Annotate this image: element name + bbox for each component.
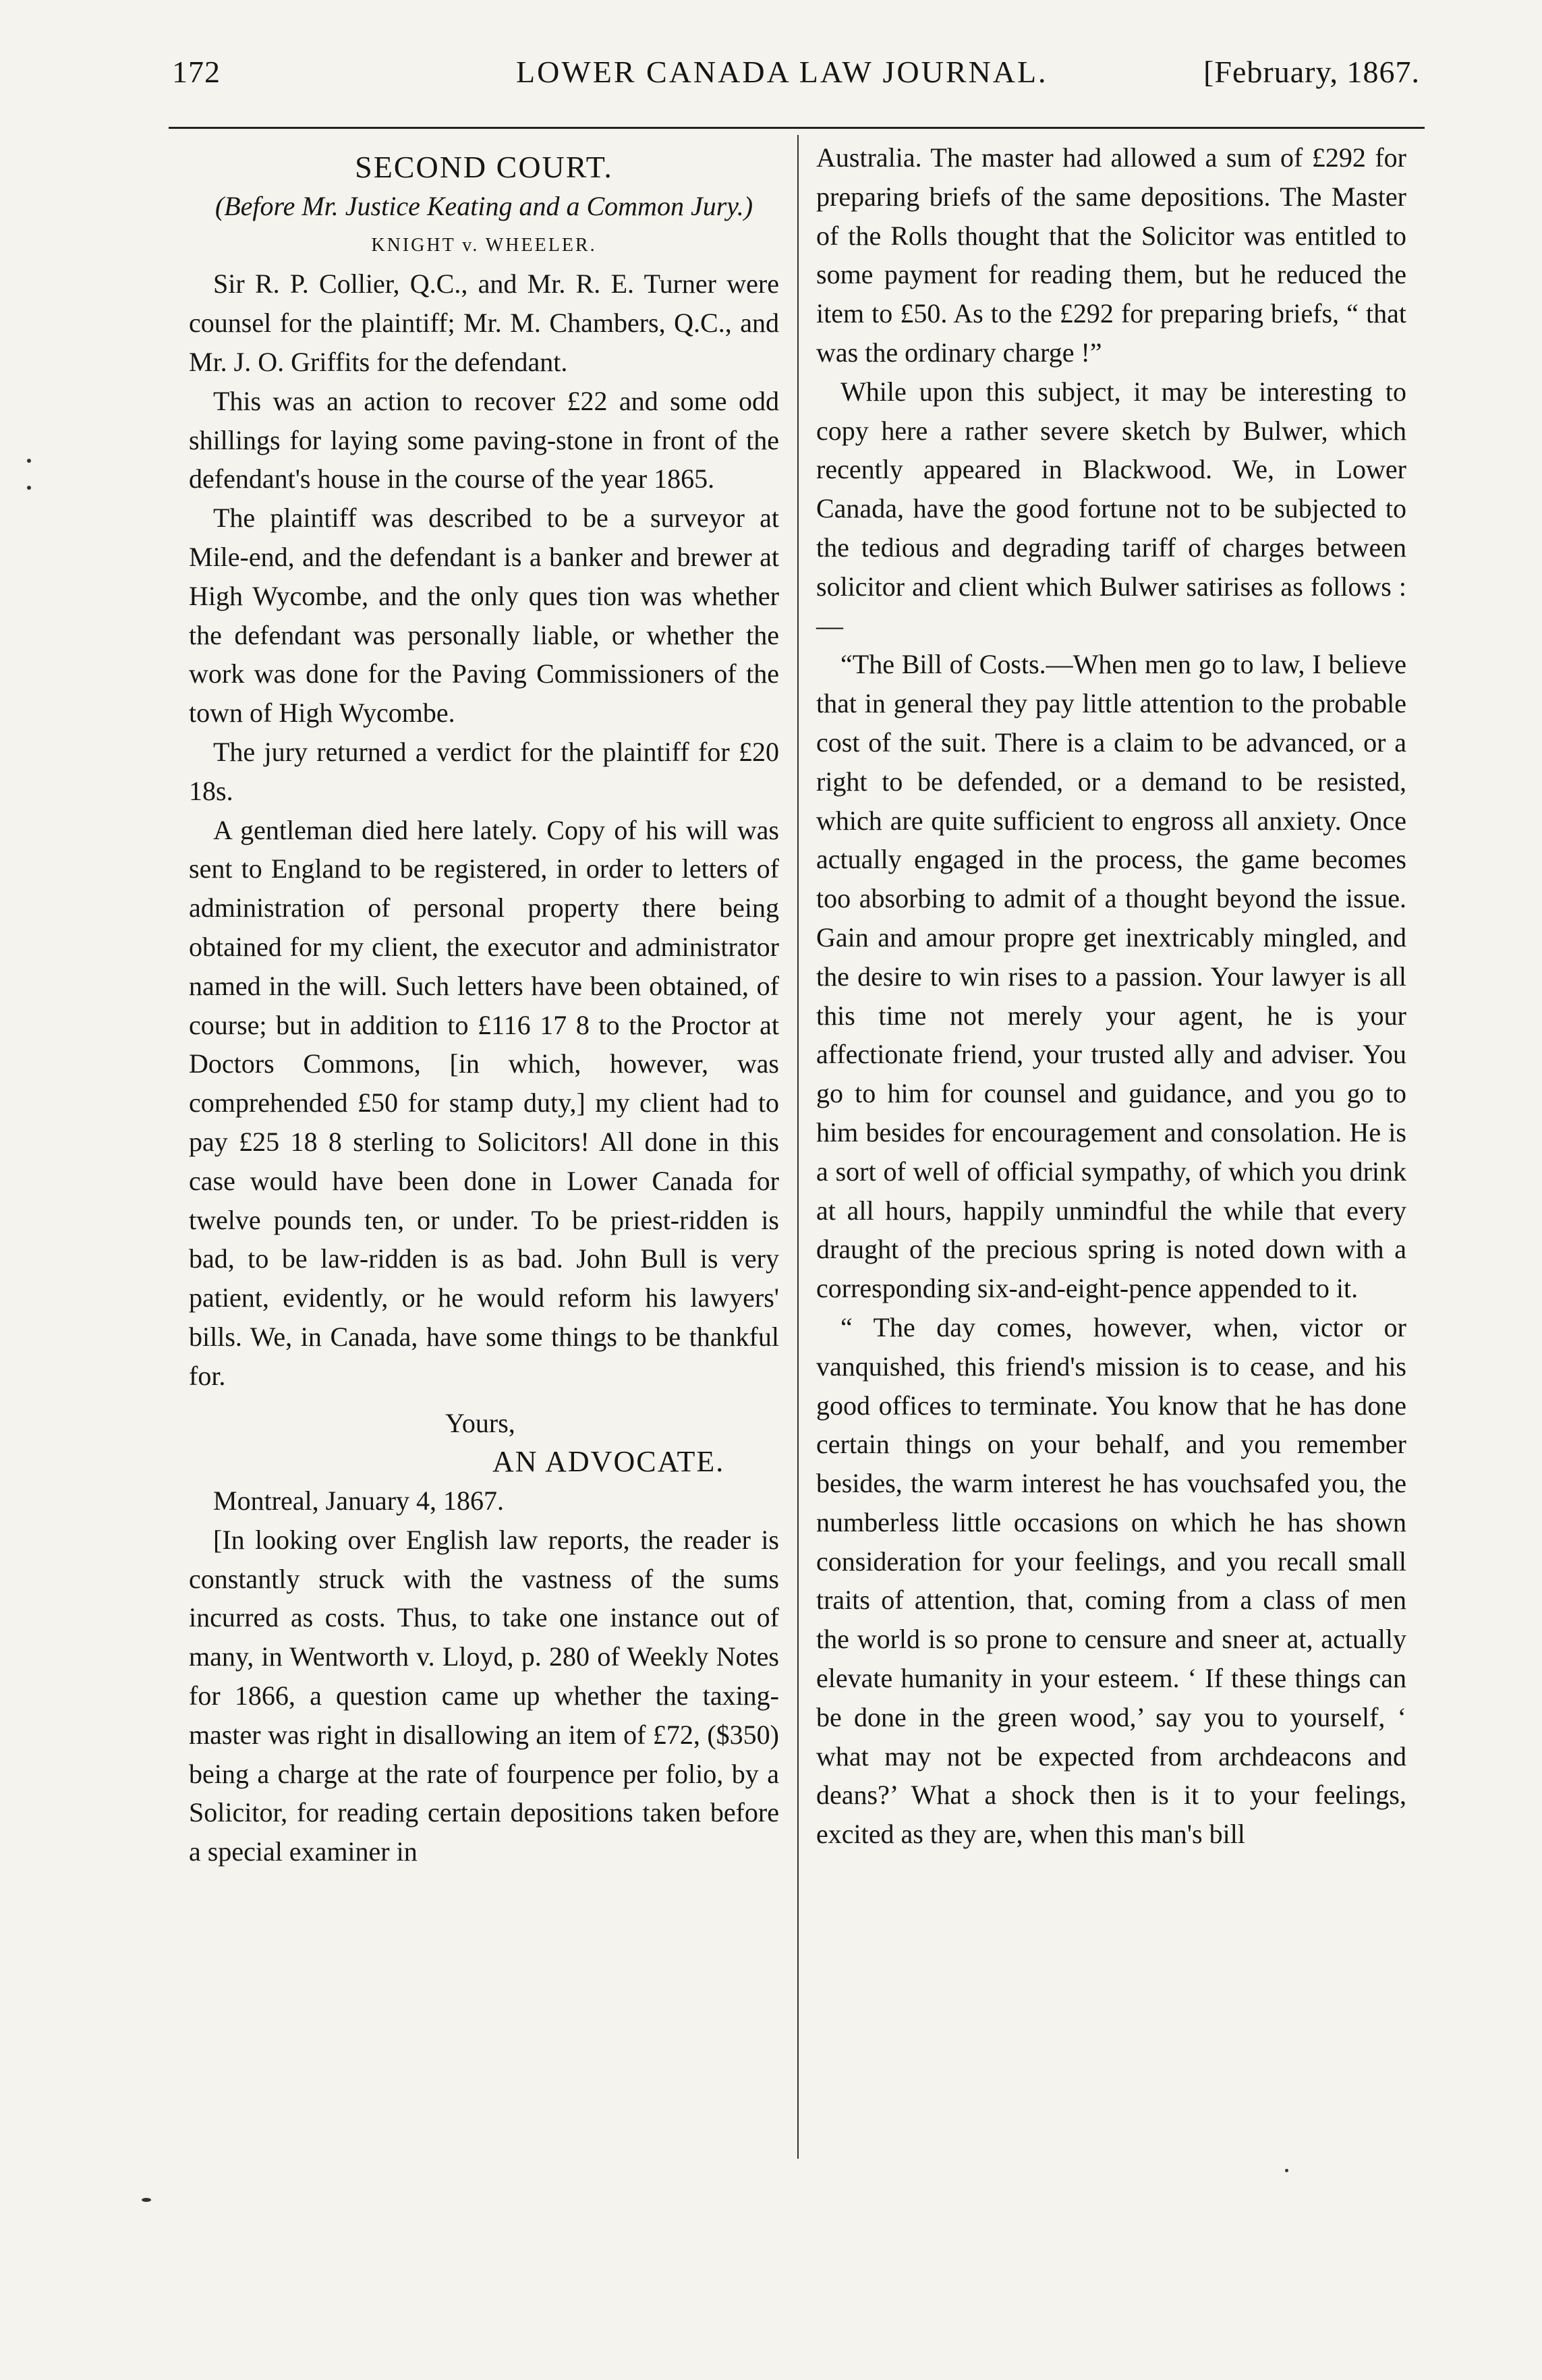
paragraph: This was an action to recover £22 and some odd shillings for laying some paving-stone in front of the defendant's house in the course of the year 1865. (189, 385, 779, 494)
section-heading: SECOND COURT. (355, 150, 613, 184)
scan-speck (1285, 2169, 1288, 2172)
quoted-paragraph: “ The day comes, however, when, victor or vanquished, this friend's mission is to cease, and his good offices to terminate. You know that he has done certain things on your behalf, and you remember besides, the warm interest he has vouchsafed you, the numberless little occasions on which he has shown consideration for your feelings, and you recall small traits of attention, that, coming from a class of men the world is so prone to censure and sneer at, actually elevate humanity in your esteem. ‘ If these things can be done in the green wood,’ say you to yourself, ‘ what may not be expected from archdeacons and deans?’ What a shock then is it to your feelings, excited as they are, when this man's bill (816, 1311, 1406, 1850)
letter-signature: AN ADVOCATE. (492, 1445, 725, 1479)
column-divider (797, 135, 799, 2159)
quoted-paragraph: “The Bill of Costs.—When men go to law, I believe that in general they pay little attention to the probable cost of the suit. There is a claim to be advanced, or a right to be defended, or a demand to be resisted, which are quite sufficient to engross all anxiety. Once actually engaged in the process, the game becomes too absorbing to admit of a thought beyond the issue. Gain and amour propre get inextricably mingled, and the desire to win rises to a passion. Your lawyer is all this time not merely your agent, he is your affectionate friend, your trusted ally and adviser. You go to him for counsel and guidance, and you go to him besides for encouragement and consolation. He is a sort of well of official sympathy, of which you drink at all hours, happily unmindful the while that every draught of the precious spring is noted down with a corresponding six-and-eight-pence appended to it. (816, 649, 1406, 1304)
page-header (172, 47, 1420, 94)
paragraph: While upon this subject, it may be interesting to copy here a rather severe sketch by Bulwer, which recently appeared in Blackwood. We, in Lower Canada, have the good fortune not to be subjected to the tedious and degrading tariff of charges between solicitor and client which Bulwer satirises as follows :— (816, 376, 1406, 641)
paragraph: The plaintiff was described to be a surveyor at Mile-end, and the defendant is a banker and brewer at High Wycombe, and the only ques tion was whether the defendant was personally liable, or whether the work was done for the Paving Commissioners of the town of High Wycombe. (189, 503, 779, 729)
paragraph: Australia. The master had allowed a sum of £292 for preparing briefs of the same depositions. The Master of the Rolls thought that the Solicitor was entitled to some payment for reading them, but he reduced the item to £50. As to the £292 for preparing briefs, “ that was the ordinary charge !” (816, 142, 1406, 368)
case-name: KNIGHT v. WHEELER. (371, 234, 597, 256)
letter-place-date: Montreal, January 4, 1867. (213, 1485, 505, 1517)
issue-date: [February, 1867. (1203, 55, 1420, 89)
paragraph: A gentleman died here lately. Copy of his will was sent to England to be registered, in order to letters of administration of personal property there being obtained for my client, the executor and administrator named in the will. Such letters have been obtained, of course; but in addition to £116 17 8 to the Proctor at Doctors Commons, [in which, however, was comprehended £50 for stamp duty,] my client had to pay £25 18 8 sterling to Solicitors! All done in this case would have been done in Lower Canada for twelve pounds ten, or under. To be priest-ridden is bad, to be law-ridden is as bad. John Bull is very patient, evidently, or he would reform his lawyers' bills. We, in Canada, have some things to be thankful for. (189, 814, 779, 1391)
left-column (189, 138, 779, 1871)
paragraph: The jury returned a verdict for the plaintiff for £20 18s. (189, 736, 779, 806)
editorial-note: [In looking over English law reports, the reader is constantly struck with the vastness of the sums incurred as costs. Thus, to take one instance out of many, in Wentworth v. Lloyd, p. 280 of Weekly Notes for 1866, a question came up whether the taxing-master was right in disallowing an item of £72, ($350) being a charge at the rate of fourpence per folio, by a Solicitor, for reading certain depositions taken before a special examiner in (189, 1524, 779, 1867)
scan-speck (27, 459, 31, 463)
right-column (816, 138, 1406, 1854)
scan-speck (142, 2198, 151, 2202)
journal-title: LOWER CANADA LAW JOURNAL. (516, 55, 1048, 89)
paragraph: Sir R. P. Collier, Q.C., and Mr. R. E. Turner were counsel for the plaintiff; Mr. M. Chambers, Q.C., and Mr. J. O. Griffits for the defendant. (189, 268, 779, 377)
page-number: 172 (172, 55, 221, 89)
court-bench: (Before Mr. Justice Keating and a Common Jury.) (215, 190, 753, 221)
letter-closing: Yours, (445, 1407, 515, 1438)
header-rule (169, 127, 1425, 129)
scan-speck (27, 486, 31, 490)
